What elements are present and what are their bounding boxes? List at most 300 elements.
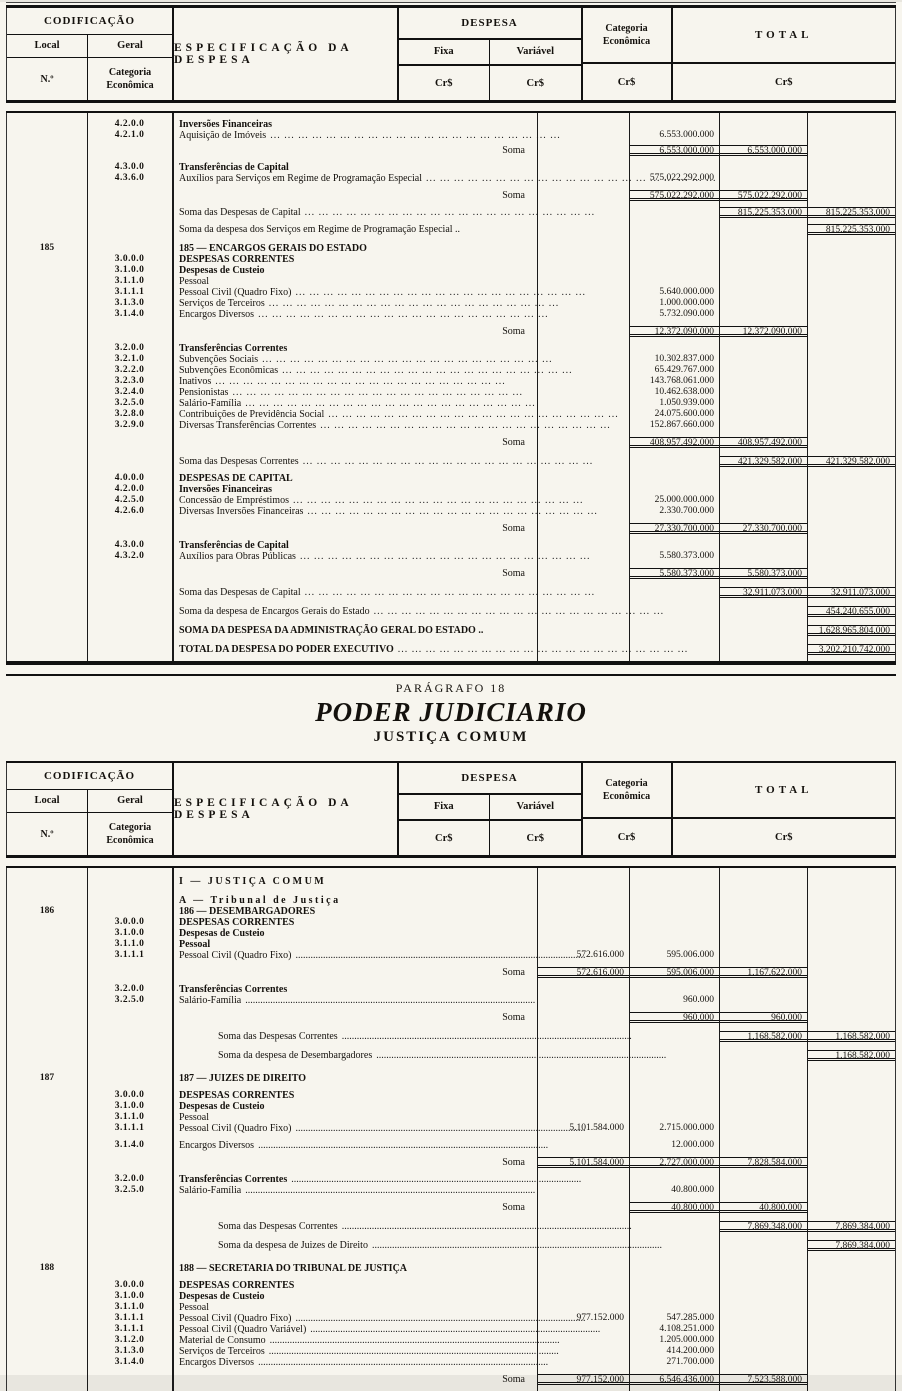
spec-cell xyxy=(172,130,537,141)
table-row xyxy=(7,606,895,617)
categoria-col-line1: Categoria xyxy=(605,778,648,789)
local-cell xyxy=(7,354,87,365)
fixa-cell xyxy=(537,420,629,431)
spec-cell xyxy=(172,309,537,320)
page-top-rule xyxy=(6,2,896,3)
local-cell xyxy=(7,409,87,420)
local-cell xyxy=(7,1280,87,1291)
geral-cell: 4.2.5.0 xyxy=(114,495,145,505)
categoria-cell: 7.869.348.000 xyxy=(719,1221,807,1232)
geral-cell xyxy=(87,1012,172,1023)
fixa-cell xyxy=(537,1346,629,1357)
table-row xyxy=(7,1202,895,1213)
variavel-cell xyxy=(629,1174,719,1185)
cr-total-label: Cr$ xyxy=(775,831,793,843)
variavel-cell: 152.867.660.000 xyxy=(649,420,714,430)
spec-label: DESPESAS DE CAPITAL xyxy=(179,473,293,484)
spec-cell xyxy=(172,1090,537,1101)
geral-cell xyxy=(87,190,172,201)
spec-cell xyxy=(172,928,537,939)
fixa-cell xyxy=(537,1302,629,1313)
total-cell xyxy=(807,1374,895,1385)
categoria-cell xyxy=(719,506,807,517)
table-row xyxy=(7,1140,895,1151)
variavel-cell xyxy=(629,1031,719,1042)
local-cell: 188 xyxy=(39,1263,55,1273)
local-cell xyxy=(7,298,87,309)
spec-cell xyxy=(172,1313,537,1324)
variavel-cell: 6.546.436.000 xyxy=(629,1374,719,1385)
spec-label: 188 — SECRETARIA DO TRIBUNAL DE JUSTIÇA xyxy=(179,1263,408,1274)
geral-cell: 4.2.6.0 xyxy=(114,506,145,516)
table-row xyxy=(7,1012,895,1023)
cr-fixa-label: Cr$ xyxy=(435,77,453,89)
fixa-cell xyxy=(537,1140,629,1151)
variavel-cell: 65.429.767.000 xyxy=(654,365,714,375)
total-cell xyxy=(807,387,895,398)
total-cell xyxy=(807,1157,895,1168)
especificacao-header: ESPECIFICAÇÃO DA DESPESA xyxy=(174,763,399,855)
spec-cell xyxy=(172,354,537,365)
dot-leader xyxy=(265,298,560,309)
total-cell xyxy=(807,917,895,928)
total-cell xyxy=(807,287,895,298)
spec-label: Contribuições de Previdência Social xyxy=(179,409,325,420)
spec-label: Aquisição de Imóveis xyxy=(179,130,267,141)
table-row xyxy=(7,298,895,309)
table2-header xyxy=(6,763,896,855)
table-row xyxy=(7,1335,895,1346)
fixa-cell xyxy=(537,173,629,184)
geral-cell xyxy=(87,906,172,917)
fixa-cell xyxy=(537,1101,629,1112)
fixa-cell xyxy=(537,1291,629,1302)
table-row xyxy=(7,1174,895,1185)
total-cell xyxy=(807,409,895,420)
variavel-cell xyxy=(629,587,719,598)
total-cell xyxy=(807,420,895,431)
table-row xyxy=(7,967,895,978)
categoria-cell xyxy=(719,243,807,254)
local-cell xyxy=(7,1346,87,1357)
geral-cell: 3.1.4.0 xyxy=(114,309,145,319)
table1-header-rule xyxy=(6,100,896,113)
total-cell xyxy=(807,1346,895,1357)
variavel-cell: 5.580.373.000 xyxy=(629,568,719,579)
variavel-cell: 414.200.000 xyxy=(666,1346,714,1356)
fixa-cell xyxy=(537,484,629,495)
table-row xyxy=(7,1031,895,1042)
geral-cell xyxy=(87,1202,172,1213)
fixa-cell xyxy=(537,376,629,387)
spec-cell xyxy=(172,145,537,156)
local-cell xyxy=(7,1090,87,1101)
variavel-cell xyxy=(629,984,719,995)
column-rule xyxy=(537,868,538,1391)
categoria-cell xyxy=(719,1324,807,1335)
spec-cell xyxy=(172,1221,537,1232)
dot-leader xyxy=(266,1335,560,1346)
dot-leader xyxy=(258,354,553,365)
geral-cell: 3.1.3.0 xyxy=(114,1346,145,1356)
variavel-cell xyxy=(629,606,719,617)
local-cell xyxy=(7,950,87,961)
variavel-cell xyxy=(629,928,719,939)
local-cell xyxy=(7,540,87,551)
variavel-cell: 12.000.000 xyxy=(671,1140,714,1150)
spec-cell xyxy=(172,173,537,184)
categoria-cell xyxy=(719,265,807,276)
variavel-cell xyxy=(629,917,719,928)
total-cell xyxy=(807,928,895,939)
column-rule xyxy=(807,113,808,661)
table-row xyxy=(7,876,895,887)
total-cell xyxy=(807,365,895,376)
categoria-cell: 40.800.000 xyxy=(719,1202,807,1213)
spec-label: DESPESAS CORRENTES xyxy=(179,1090,295,1101)
categoria-cell xyxy=(719,950,807,961)
fixa-cell xyxy=(537,162,629,173)
spec-cell xyxy=(172,1112,537,1123)
categoria-cell xyxy=(719,1073,807,1084)
categoria-cell xyxy=(719,298,807,309)
variavel-cell xyxy=(629,473,719,484)
codificacao-header-block xyxy=(7,763,174,855)
table-row xyxy=(7,587,895,598)
categoria-cell: 7.828.584.000 xyxy=(719,1157,807,1168)
geral-cell xyxy=(87,1073,172,1084)
categoria-cell xyxy=(719,1112,807,1123)
geral-cell: 3.2.2.0 xyxy=(114,365,145,375)
local-cell xyxy=(7,606,87,617)
spec-label: Encargos Diversos xyxy=(179,309,255,320)
categoria-cell xyxy=(719,365,807,376)
spec-cell xyxy=(172,276,537,287)
soma-label: Soma xyxy=(502,1012,525,1023)
local-cell: 185 xyxy=(39,243,55,253)
local-cell xyxy=(7,984,87,995)
geral-cell xyxy=(87,1157,172,1168)
spec-cell xyxy=(172,343,537,354)
local-cell xyxy=(7,895,87,906)
geral-cell: 3.1.3.0 xyxy=(114,298,145,308)
categoria-cell xyxy=(719,895,807,906)
categoria-cell xyxy=(719,1302,807,1313)
geral-cell: 3.1.4.0 xyxy=(114,1357,145,1367)
soma-label: Soma xyxy=(502,967,525,978)
total-cell xyxy=(807,437,895,448)
table-row xyxy=(7,484,895,495)
total-cell xyxy=(807,190,895,201)
local-cell xyxy=(7,1012,87,1023)
column-rule xyxy=(87,868,88,1391)
variavel-cell xyxy=(629,1240,719,1251)
spec-label: Diversas Transferências Correntes xyxy=(179,420,317,431)
local-cell xyxy=(7,587,87,598)
local-cell xyxy=(7,119,87,130)
spec-label: Transferências Correntes xyxy=(179,343,288,354)
total-column-header xyxy=(673,8,896,100)
table-row xyxy=(7,1101,895,1112)
geral-cell xyxy=(87,967,172,978)
categoria-economica-label xyxy=(87,58,172,100)
categoria-col-line1: Categoria xyxy=(605,23,648,34)
document-page xyxy=(0,2,902,1385)
dot-leader xyxy=(254,309,549,320)
spec-cell xyxy=(172,1101,537,1112)
geral-cell: 3.2.4.0 xyxy=(114,387,145,397)
geral-cell: 3.1.0.0 xyxy=(114,1291,145,1301)
spec-cell xyxy=(172,1346,537,1357)
table-row xyxy=(7,995,895,1006)
fixa-cell xyxy=(537,224,629,235)
table-row xyxy=(7,354,895,365)
table-row xyxy=(7,243,895,254)
spec-label: Pessoal Civil (Quadro Fixo) xyxy=(179,1313,292,1324)
fixa-cell xyxy=(537,398,629,409)
fixa-cell xyxy=(537,540,629,551)
categoria-cell xyxy=(719,1357,807,1368)
fixa-label: Fixa xyxy=(433,801,454,812)
total-cell xyxy=(807,1263,895,1274)
local-cell xyxy=(7,1050,87,1061)
geral-cell xyxy=(87,437,172,448)
geral-cell: 3.2.9.0 xyxy=(114,420,145,430)
categoria-cell xyxy=(719,551,807,562)
variavel-cell: 575.022.292.000 xyxy=(629,190,719,201)
table2-body xyxy=(6,868,896,1391)
soma-label: Soma xyxy=(502,145,525,156)
geral-cell: 3.1.1.1 xyxy=(114,287,145,297)
total-cell xyxy=(807,568,895,579)
variavel-cell: 960.000 xyxy=(629,1012,719,1023)
local-cell xyxy=(7,387,87,398)
spec-label: SOMA DA DESPESA DA ADMINISTRAÇÃO GERAL DO ESTADO .. xyxy=(179,625,484,636)
fixa-cell: 5.101.584.000 xyxy=(537,1157,629,1168)
spec-label: Subvenções Sociais xyxy=(179,354,259,365)
variavel-cell: 6.553.000.000 xyxy=(629,145,719,156)
categoria-cell: 27.330.700.000 xyxy=(719,523,807,534)
categoria-cell xyxy=(719,876,807,887)
table-row xyxy=(7,917,895,928)
local-cell xyxy=(7,456,87,467)
variavel-cell xyxy=(629,119,719,130)
geral-cell: 3.1.1.1 xyxy=(114,1324,145,1334)
local-cell: 186 xyxy=(39,906,55,916)
categoria-cell xyxy=(719,1263,807,1274)
variavel-cell xyxy=(629,343,719,354)
table-row xyxy=(7,343,895,354)
table-row xyxy=(7,1374,895,1385)
spec-label: Soma da despesa dos Serviços em Regime de Programação Especial .. xyxy=(179,224,461,235)
table-row xyxy=(7,1073,895,1084)
categoria-cell xyxy=(719,162,807,173)
table-row xyxy=(7,950,895,961)
spec-label: Soma das Despesas de Capital xyxy=(179,207,301,218)
spec-cell xyxy=(172,1263,537,1274)
categoria-cell xyxy=(719,1090,807,1101)
column-rule xyxy=(172,868,174,1391)
geral-cell xyxy=(87,1240,172,1251)
total-cell: 7.869.384.000 xyxy=(807,1221,895,1232)
column-rule xyxy=(537,113,538,661)
local-cell xyxy=(7,1101,87,1112)
table-row xyxy=(7,456,895,467)
soma-label: Soma xyxy=(502,437,525,448)
geral-cell xyxy=(87,145,172,156)
table-row xyxy=(7,365,895,376)
spec-cell xyxy=(172,1012,537,1023)
variavel-cell xyxy=(629,1073,719,1084)
spec-label: Soma das Despesas Correntes xyxy=(218,1031,338,1042)
table-row xyxy=(7,1157,895,1168)
geral-cell: 3.2.0.0 xyxy=(114,343,145,353)
dot-leader xyxy=(241,1185,537,1196)
variavel-cell: 5.580.373.000 xyxy=(659,551,714,561)
table-row xyxy=(7,420,895,431)
geral-cell: 3.1.1.1 xyxy=(114,1123,145,1133)
variavel-cell xyxy=(629,939,719,950)
spec-cell xyxy=(172,876,537,887)
geral-cell xyxy=(87,644,172,655)
geral-cell: 3.2.8.0 xyxy=(114,409,145,419)
fixa-cell xyxy=(537,437,629,448)
total-cell xyxy=(807,276,895,287)
geral-cell: 3.1.1.0 xyxy=(114,1302,145,1312)
fixa-cell xyxy=(537,326,629,337)
categoria-cell xyxy=(719,928,807,939)
fixa-cell: 977.152.000 xyxy=(576,1313,624,1323)
categoria-cell xyxy=(719,1174,807,1185)
geral-cell: 3.2.3.0 xyxy=(114,376,145,386)
local-cell xyxy=(7,207,87,218)
local-label: Local xyxy=(34,795,60,806)
spec-cell xyxy=(172,420,537,431)
variavel-cell xyxy=(629,1112,719,1123)
categoria-cell: 6.553.000.000 xyxy=(719,145,807,156)
paragrafo-label: PARÁGRAFO 18 xyxy=(395,681,507,695)
variavel-cell xyxy=(629,625,719,636)
total-cell: 815.225.353.000 xyxy=(807,224,895,235)
geral-cell xyxy=(87,326,172,337)
spec-cell xyxy=(172,1240,537,1251)
table-row xyxy=(7,190,895,201)
spec-cell xyxy=(172,1050,537,1061)
local-cell xyxy=(7,398,87,409)
categoria-cell xyxy=(719,224,807,235)
dot-leader xyxy=(265,1346,559,1357)
spec-cell xyxy=(172,224,537,235)
categoria-cell xyxy=(719,495,807,506)
dot-leader xyxy=(278,365,573,376)
fixa-cell xyxy=(537,130,629,141)
total-cell xyxy=(807,876,895,887)
table-row xyxy=(7,387,895,398)
variavel-cell xyxy=(629,224,719,235)
spec-cell xyxy=(172,1073,537,1084)
fixa-cell xyxy=(537,343,629,354)
fixa-cell xyxy=(537,551,629,562)
spec-label: 187 — JUIZES DE DIREITO xyxy=(179,1073,307,1084)
table-row xyxy=(7,906,895,917)
local-cell xyxy=(7,437,87,448)
total-cell xyxy=(807,1090,895,1101)
geral-cell: 3.1.1.0 xyxy=(114,1112,145,1122)
table-row xyxy=(7,1346,895,1357)
spec-label: Soma da despesa de Encargos Gerais do Estado xyxy=(179,606,370,617)
table-row xyxy=(7,473,895,484)
table2-header-rule xyxy=(6,855,896,868)
variavel-cell: 595.006.000 xyxy=(629,967,719,978)
total-cell xyxy=(807,906,895,917)
spec-cell xyxy=(172,1335,537,1346)
spec-cell xyxy=(172,243,537,254)
categoria-cell xyxy=(719,1346,807,1357)
spec-cell xyxy=(172,551,537,562)
table-row xyxy=(7,162,895,173)
categoria-cell xyxy=(719,1335,807,1346)
local-cell xyxy=(7,1202,87,1213)
local-cell xyxy=(7,265,87,276)
spec-cell xyxy=(172,437,537,448)
spec-cell xyxy=(172,1374,537,1385)
table-row xyxy=(7,1302,895,1313)
table1-body xyxy=(6,113,896,661)
total-cell xyxy=(807,1202,895,1213)
total-cell xyxy=(807,895,895,906)
geral-cell: 4.3.0.0 xyxy=(114,162,145,172)
categoria-col-line2: Econômica xyxy=(602,36,651,47)
geral-cell: 3.1.4.0 xyxy=(114,1140,145,1150)
local-cell xyxy=(7,1112,87,1123)
variavel-cell xyxy=(629,207,719,218)
total-cell xyxy=(807,473,895,484)
spec-label: Encargos Diversos xyxy=(179,1357,255,1368)
total-cell xyxy=(807,484,895,495)
column-rule xyxy=(172,113,174,661)
table-row xyxy=(7,276,895,287)
spec-label: Pessoal Civil (Quadro Fixo) xyxy=(179,950,292,961)
variavel-cell: 40.800.000 xyxy=(671,1185,714,1195)
spec-cell xyxy=(172,587,537,598)
despesa-label: DESPESA xyxy=(399,8,581,40)
table-row xyxy=(7,1123,895,1134)
total-cell xyxy=(807,523,895,534)
fixa-cell xyxy=(537,876,629,887)
spec-cell xyxy=(172,1174,537,1185)
spec-label: A — Tribunal de Justiça xyxy=(179,895,341,906)
fixa-cell xyxy=(537,254,629,265)
despesa-label: DESPESA xyxy=(399,763,581,795)
total-cell xyxy=(807,130,895,141)
geral-cell xyxy=(87,568,172,579)
local-cell xyxy=(7,876,87,887)
spec-cell xyxy=(172,287,537,298)
spec-label: Pessoal Civil (Quadro Variável) xyxy=(179,1324,307,1335)
categoria-cell xyxy=(719,540,807,551)
spec-label: DESPESAS CORRENTES xyxy=(179,254,295,265)
fixa-cell xyxy=(537,995,629,1006)
variavel-cell: 595.006.000 xyxy=(666,950,714,960)
spec-cell xyxy=(172,984,537,995)
dot-leader xyxy=(254,1357,548,1368)
local-cell xyxy=(7,343,87,354)
variavel-cell xyxy=(629,1280,719,1291)
fixa-cell xyxy=(537,1090,629,1101)
total-cell xyxy=(807,1073,895,1084)
total-cell xyxy=(807,1324,895,1335)
justica-comum-subtitle: JUSTIÇA COMUM xyxy=(373,729,529,745)
